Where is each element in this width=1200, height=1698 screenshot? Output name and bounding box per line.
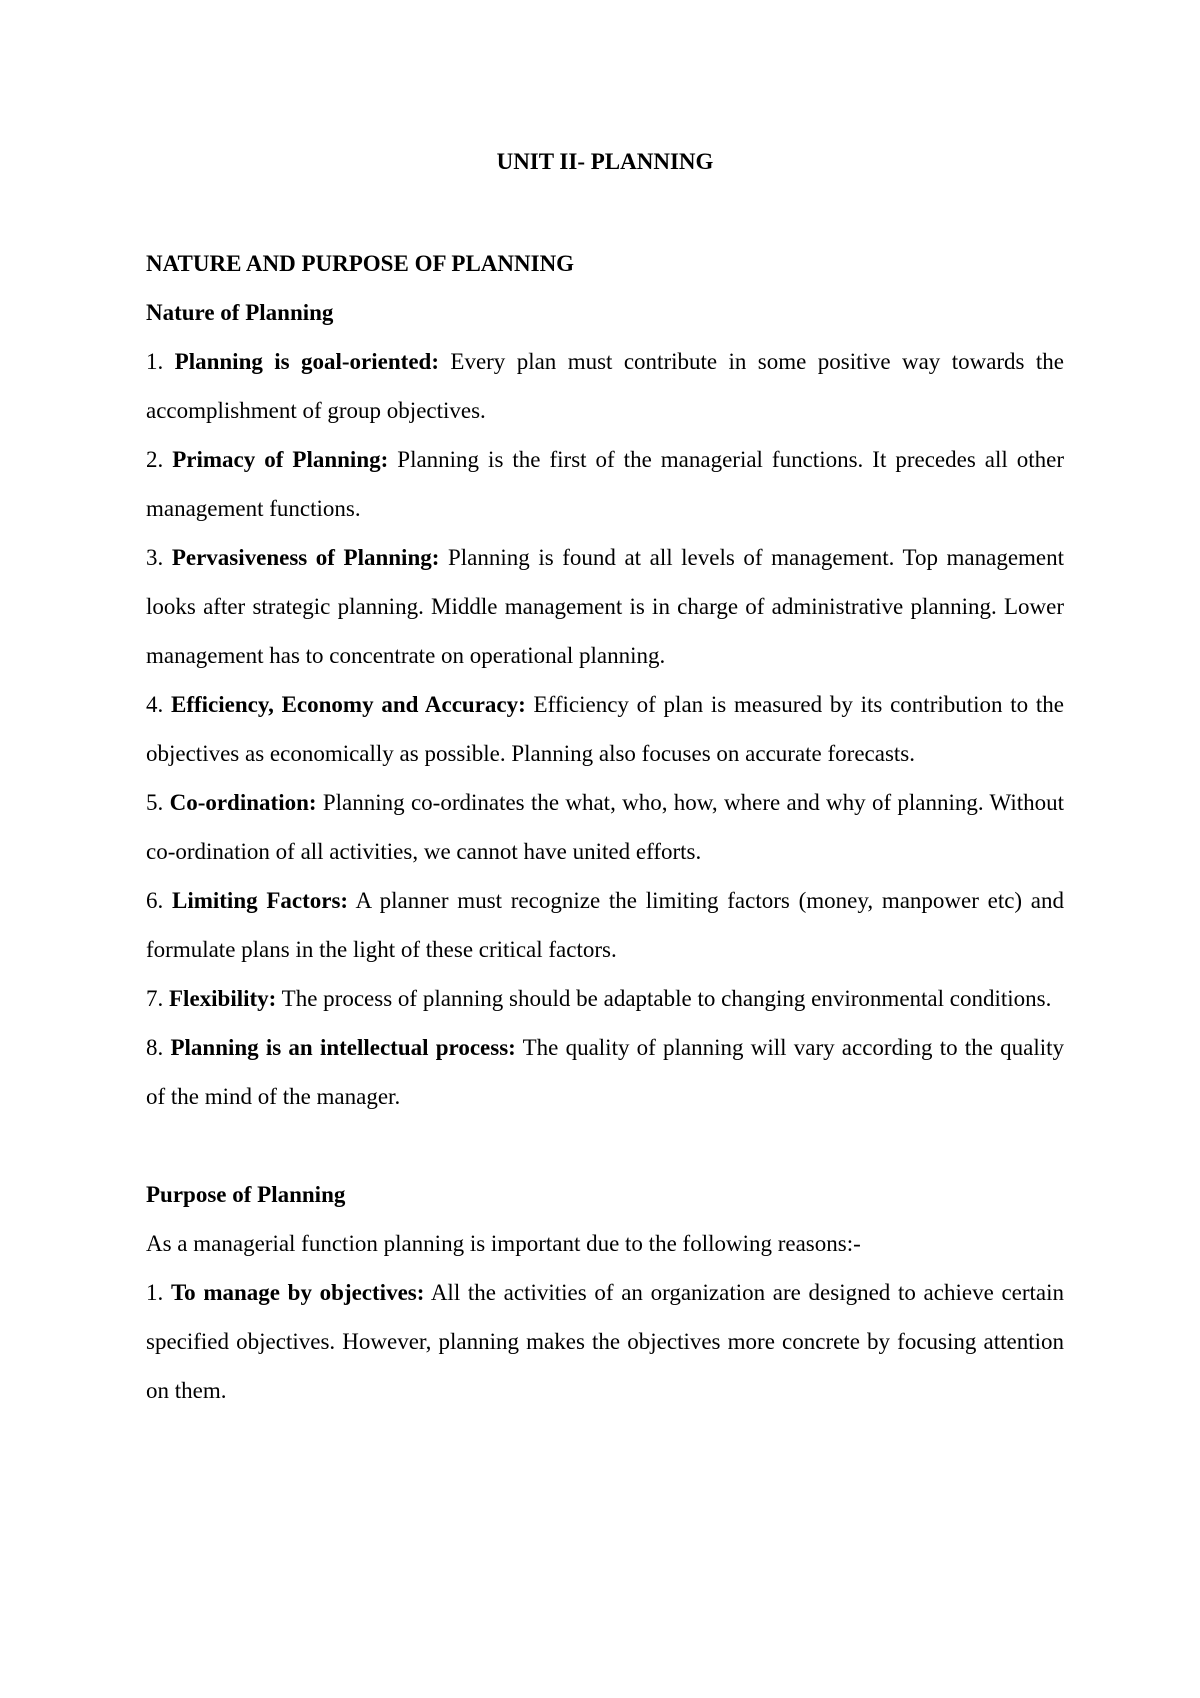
purpose-intro: As a managerial function planning is important due to the following reasons:- bbox=[146, 1231, 861, 1256]
purpose-heading: Purpose of Planning bbox=[146, 1182, 346, 1207]
item-text: All the activities of an organization are designed to achieve certain specified objectives. However, planning makes the objectives more concrete by focusing attention on them. bbox=[146, 1280, 1065, 1403]
item-term: Primacy of Planning: bbox=[172, 447, 389, 472]
item-number: 8. bbox=[146, 1035, 164, 1060]
nature-item-7 bbox=[146, 974, 1064, 1023]
item-text: Efficiency of plan is measured by its contribution to the objectives as economically as possible. Planning also focuses on accurate forecasts. bbox=[146, 692, 1065, 766]
item-text: The quality of planning will vary according to the quality of the mind of the manager. bbox=[146, 1035, 1064, 1109]
item-term: Pervasiveness of Planning: bbox=[171, 545, 440, 570]
item-term: Planning is goal-oriented: bbox=[174, 349, 439, 374]
item-text: A planner must recognize the limiting factors (money, manpower etc) and formulate plans in the light of these critical factors. bbox=[146, 888, 1065, 962]
purpose-item-1 bbox=[146, 1268, 1064, 1415]
item-number: 1. bbox=[146, 349, 164, 374]
item-term: Co-ordination: bbox=[169, 790, 317, 815]
item-number: 1. bbox=[146, 1280, 164, 1305]
item-text: Planning is found at all levels of management. Top management looks after strategic planning. Middle management is in charge of administrative planning. Lower management has to concentrate on operational planning. bbox=[146, 545, 1065, 668]
nature-list bbox=[146, 337, 1064, 1121]
item-term: To manage by objectives: bbox=[170, 1280, 425, 1305]
nature-item-1 bbox=[146, 337, 1064, 435]
item-term: Planning is an intellectual process: bbox=[170, 1035, 516, 1060]
nature-item-8 bbox=[146, 1023, 1064, 1121]
item-text: Every plan must contribute in some positive way towards the accomplishment of group objectives. bbox=[146, 349, 1065, 423]
item-number: 6. bbox=[146, 888, 164, 913]
nature-item-4 bbox=[146, 680, 1064, 778]
item-number: 3. bbox=[146, 545, 164, 570]
purpose-list bbox=[146, 1268, 1064, 1415]
nature-item-2 bbox=[146, 435, 1064, 533]
item-number: 7. bbox=[146, 986, 164, 1011]
item-term: Efficiency, Economy and Accuracy: bbox=[171, 692, 526, 717]
page-content bbox=[146, 142, 1064, 1415]
section-spacer bbox=[146, 1121, 1064, 1170]
item-term: Limiting Factors: bbox=[171, 888, 349, 913]
item-number: 2. bbox=[146, 447, 164, 472]
section-heading: NATURE AND PURPOSE OF PLANNING bbox=[146, 251, 575, 276]
document-title: UNIT II- PLANNING bbox=[496, 149, 714, 174]
item-text: Planning is the first of the managerial functions. It precedes all other management functions. bbox=[146, 447, 1065, 521]
nature-item-6 bbox=[146, 876, 1064, 974]
nature-heading: Nature of Planning bbox=[146, 300, 334, 325]
item-number: 5. bbox=[146, 790, 164, 815]
item-text: The process of planning should be adaptable to changing environmental conditions. bbox=[281, 986, 1052, 1011]
item-text: Planning co-ordinates the what, who, how, where and why of planning. Without co-ordination of all activities, we cannot have united efforts. bbox=[146, 790, 1065, 864]
nature-item-3 bbox=[146, 533, 1064, 680]
item-term: Flexibility: bbox=[169, 986, 277, 1011]
item-number: 4. bbox=[146, 692, 164, 717]
nature-item-5 bbox=[146, 778, 1064, 876]
